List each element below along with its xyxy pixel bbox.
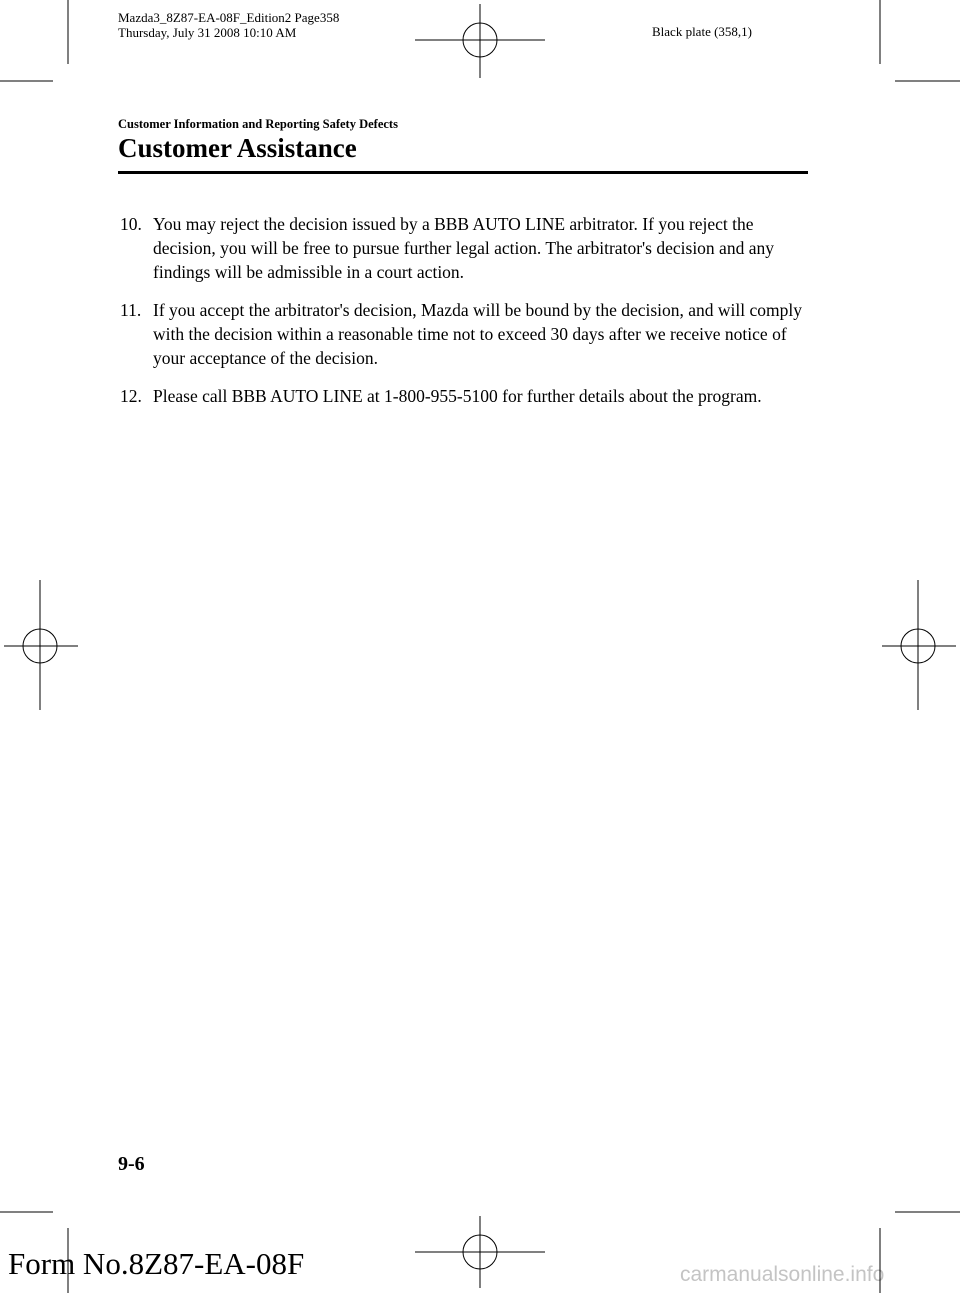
list-item-number: 11. bbox=[120, 300, 142, 320]
crop-mark-bottom-left bbox=[0, 1212, 68, 1293]
page-number: 9-6 bbox=[118, 1153, 145, 1175]
form-number: Form No.8Z87-EA-08F bbox=[8, 1246, 305, 1281]
section-label: Customer Information and Reporting Safety Defects bbox=[118, 117, 398, 131]
crop-mark-top-left bbox=[0, 0, 68, 81]
page-title: Customer Assistance bbox=[118, 133, 357, 163]
list-item-number: 10. bbox=[120, 214, 142, 234]
registration-mark-top bbox=[415, 4, 545, 78]
crop-mark-bottom-right bbox=[880, 1212, 960, 1293]
list-item-text: Please call BBB AUTO LINE at 1-800-955-5100 for further details about the program. bbox=[153, 386, 762, 406]
print-slug-date: Thursday, July 31 2008 10:10 AM bbox=[118, 25, 297, 40]
registration-mark-bottom bbox=[415, 1216, 545, 1288]
list-item-text: If you accept the arbitrator's decision, Mazda will be bound by the decision, and will comply with the decision within a reasonable time not to exceed 30 days after we receive notice of your acceptance of the decision. bbox=[153, 300, 803, 368]
watermark: carmanualsonline.info bbox=[680, 1263, 885, 1286]
crop-mark-top-right bbox=[880, 0, 960, 81]
registration-mark-right bbox=[882, 580, 956, 710]
list-item-number: 12. bbox=[120, 386, 142, 406]
plate-label: Black plate (358,1) bbox=[652, 24, 752, 39]
registration-mark-left bbox=[4, 580, 78, 710]
list-item-text: You may reject the decision issued by a BBB AUTO LINE arbitrator. If you reject the decision, you will be free to pursue further legal action. The arbitrator's decision and any findings will be admissible in a court action. bbox=[153, 214, 774, 282]
print-slug-file: Mazda3_8Z87-EA-08F_Edition2 Page358 bbox=[118, 10, 340, 25]
